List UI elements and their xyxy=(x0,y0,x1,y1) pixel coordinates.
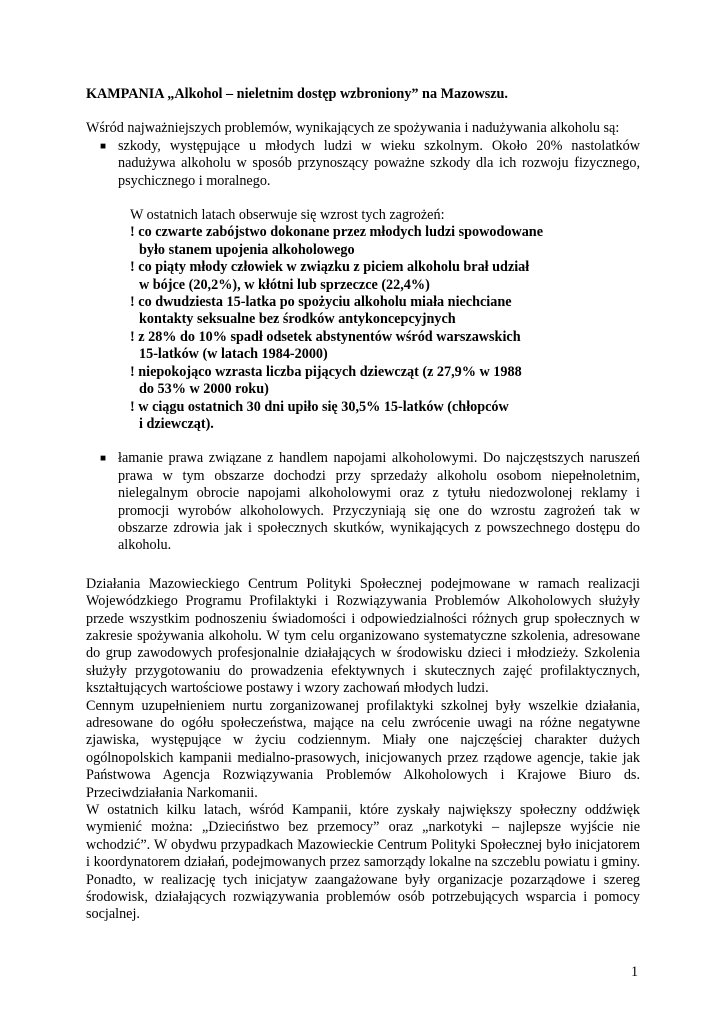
warning-line: ! niepokojąco wzrasta liczba pijących dziewcząt (z 27,9% w 1988 xyxy=(130,363,522,380)
body-paragraph-1: Działania Mazowieckiego Centrum Polityki Społecznej podejmowane w ramach realizacji Wojewódzkiego Programu Profilaktyki i Rozwiązywania Problemów Alkoholowych służyły przede wszystkim podnoszeniu świadomości i odpowiedzialności różnych grup społecznych w zakresie spożywania alkoholu. W tym celu organizowano systematyczne szkolenia, adresowane do grup zawodowych profesjonalnie działających w środowisku dzieci i młodzieży. Szkolenia służyły przygotowaniu do prowadzenia efektywnych i skutecznych zajęć profilaktycznych, kształtujących wartościowe postawy i wzory zachowań młodych ludzi. xyxy=(86,575,640,697)
intro-paragraph: Wśród najważniejszych problemów, wynikających ze spożywania i nadużywania alkoholu są: xyxy=(86,120,620,137)
warning-line: do 53% w 2000 roku) xyxy=(139,381,269,398)
square-bullet-icon: ■ xyxy=(100,453,107,465)
warning-item xyxy=(130,259,640,294)
warning-item xyxy=(130,294,640,329)
spacer xyxy=(86,555,640,576)
body-paragraph-2: Cennym uzupełnieniem nurtu zorganizowanej profilaktyki szkolnej były wszelkie działania, adresowane do ogółu społeczeństwa, mające na celu zwrócenie uwagi na różne negatywne zjawiska, występujące w życiu codziennym. Miały one najczęściej charakter dużych ogólnopolskich kampanii medialno-prasowych, inicjowanych przez rządowe agencje, takie jak Państwowa Agencja Rozwiązywania Problemów Alkoholowych i Krajowe Biuro ds. Przeciwdziałania Narkomanii. xyxy=(86,697,640,801)
document-title: KAMPANIA „Alkohol – nieletnim dostęp wzbroniony” na Mazowszu. xyxy=(86,86,508,102)
warning-item xyxy=(130,329,640,364)
warnings-list xyxy=(86,224,640,433)
warning-item xyxy=(130,224,640,259)
bullet-text-1: szkody, występujące u młodych ludzi w wieku szkolnym. Około 20% nastolatków nadużywa alkoholu w sposób przynoszący poważne szkody dla ich rozwoju fizycznego, psychicznego i moralnego. xyxy=(118,137,640,189)
warning-line: w bójce (20,2%), w kłótni lub sprzeczce (22,4%) xyxy=(139,276,430,293)
body-paragraph-3: W ostatnich kilku latach, wśród Kampanii, które zyskały największy społeczny oddźwięk wymienić można: „Dzieciństwo bez przemocy” oraz „narkotyki – najlepsze wyjście nie wchodzić”. W obydwu przypadkach Mazowieckie Centrum Polityki Społecznej było inicjatorem i koordynatorem działań, podejmowanych przez samorządy lokalne na szczeblu powiatu i gminy. Ponadto, w realizację tych inicjatyw zaangażowane były organizacje pozarządowe i szereg środowisk, działających rozwiązywania problemów osób potrzebujących wsparcia i pomocy socjalnej. xyxy=(86,802,640,923)
bullet-item-2 xyxy=(86,450,640,554)
warning-line: ! w ciągu ostatnich 30 dni upiło się 30,5% 15-latków (chłopców xyxy=(130,398,509,415)
warning-line: 15-latków (w latach 1984-2000) xyxy=(139,346,328,363)
bullet-item-1 xyxy=(86,138,640,190)
warning-line: ! co piąty młody człowiek w związku z piciem alkoholu brał udział xyxy=(130,259,530,276)
warning-line: było stanem upojenia alkoholowego xyxy=(139,241,355,258)
page-number: 1 xyxy=(631,964,639,980)
warning-line: ! co dwudziesta 15-latka po spożyciu alkoholu miała niechciane xyxy=(130,294,512,311)
warning-line: i dziewcząt). xyxy=(139,415,214,432)
warnings-intro: W ostatnich latach obserwuje się wzrost tych zagrożeń: xyxy=(130,207,445,224)
document-page xyxy=(86,86,640,924)
warning-line: kontakty seksualne bez środków antykoncepcyjnych xyxy=(139,311,456,328)
spacer xyxy=(86,433,640,450)
warning-item xyxy=(130,364,640,399)
warning-item xyxy=(130,399,640,434)
bullet-text-2: łamanie prawa związane z handlem napojami alkoholowymi. Do najczęstszych naruszeń prawa w tym obszarze dochodzi przy sprzedaży alkoholu osobom niepełnoletnim, nielegalnym obrocie napojami alkoholowymi oraz z tytułu niedozwolonej reklamy i promocji wyrobów alkoholowych. Przyczyniają się one do wzrostu zagrożeń tak w obszarze zdrowia jak i społecznych skutków, wynikających z powszechnego dostępu do alkoholu. xyxy=(118,450,640,554)
square-bullet-icon: ■ xyxy=(100,140,107,152)
warning-line: ! co czwarte zabójstwo dokonane przez młodych ludzi spowodowane xyxy=(130,224,543,241)
warning-line: ! z 28% do 10% spadł odsetek abstynentów wśród warszawskich xyxy=(130,328,521,345)
